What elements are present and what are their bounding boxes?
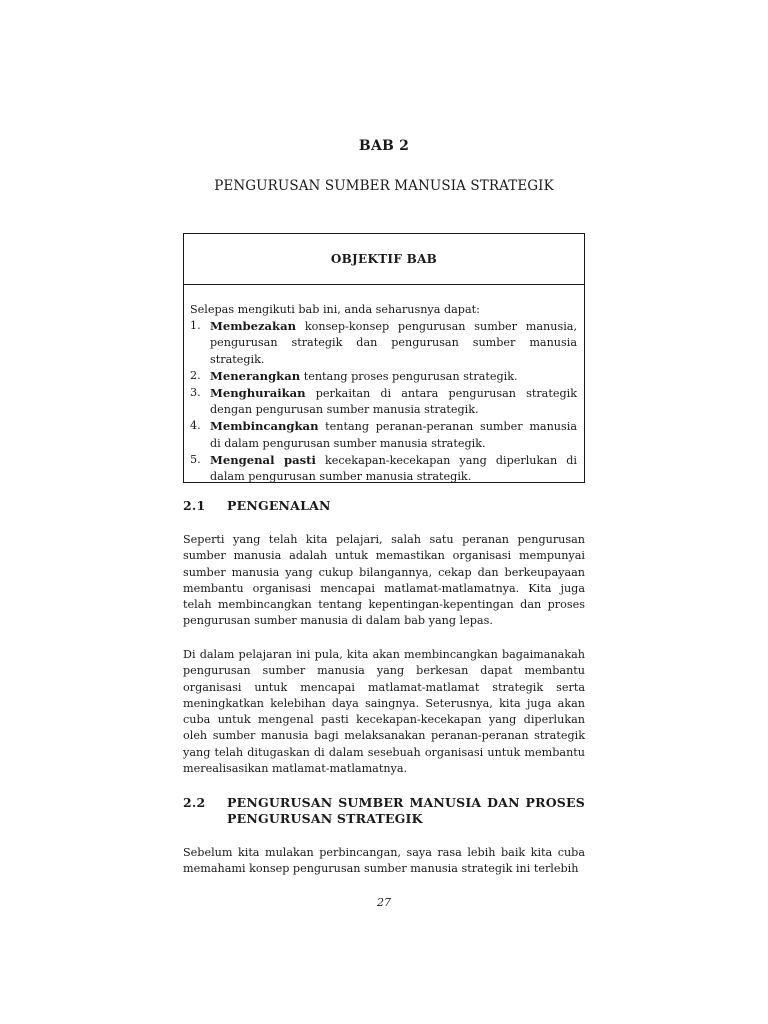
objective-rest: perkaitan di antara pengurusan strategik dengan pengurusan sumber manusia strategik. <box>210 387 577 417</box>
objective-item <box>190 385 577 418</box>
objective-verb: Membincangkan <box>210 419 319 434</box>
objective-text <box>210 318 577 368</box>
chapter-number: BAB 2 <box>358 138 410 154</box>
objective-rest: konsep-konsep pengurusan sumber manusia, pengurusan strategik dan pengurusan sumber manusia strategik. <box>210 320 577 366</box>
objective-verb: Menerangkan <box>210 368 301 383</box>
objective-verb: Membezakan <box>210 319 297 334</box>
objective-text <box>210 385 577 418</box>
objective-number: 5. <box>190 452 201 466</box>
objective-verb: Mengenal pasti <box>210 452 316 467</box>
objective-text <box>210 368 577 385</box>
objective-text <box>210 418 577 451</box>
objective-rest: tentang proses pengurusan strategik. <box>300 369 518 383</box>
objectives-heading: OBJEKTIF BAB <box>184 234 584 285</box>
chapter-title: PENGURUSAN SUMBER MANUSIA STRATEGIK <box>214 178 554 194</box>
section-heading-2-2 <box>183 795 585 827</box>
objective-number: 3. <box>190 386 201 400</box>
paragraph-introduction-1: Seperti yang telah kita pelajari, salah satu peranan pengurusan sumber manusia adalah untuk memastikan organisasi mempunyai sumber manusia yang cukup bilangannya, cekap dan berkeupayaan membantu organisasi mencapai matlamat-matlamatnya. Kita juga telah membincangkan tentang kepentingan-kepentingan dan proses pengurusan sumber manusia di dalam bab yang lepas. <box>183 533 585 628</box>
section-number: 2.2 <box>183 795 206 810</box>
section-heading-2-1 <box>183 498 585 514</box>
objective-number: 1. <box>190 319 201 333</box>
objective-item <box>190 318 577 368</box>
objective-number: 4. <box>190 419 201 433</box>
objective-number: 2. <box>190 368 201 382</box>
section-title: PENGENALAN <box>227 498 331 513</box>
objective-rest: tentang peranan-peranan sumber manusia di dalam pengurusan sumber manusia strategik. <box>210 420 577 450</box>
paragraph-introduction-2: Di dalam pelajaran ini pula, kita akan membincangkan bagaimanakah pengurusan sumber manusia yang berkesan dapat membantu organisasi untuk mencapai matlamat-matlamat strategik serta meningkatkan kelebihan daya saingnya. Seterusnya, kita juga akan cuba untuk mengenal pasti kecekapan-kecekapan yang diperlukan oleh sumber manusia bagi melaksanakan peranan-peranan strategik yang telah ditugaskan di dalam sesebuah organisasi untuk membantu merealisasikan matlamat-matlamatnya. <box>183 648 585 776</box>
objective-item <box>190 452 577 485</box>
section-title: PENGURUSAN SUMBER MANUSIA DAN PROSES PENGURUSAN STRATEGIK <box>227 795 585 826</box>
objectives-list <box>190 318 577 485</box>
section-number: 2.1 <box>183 498 206 513</box>
page-number: 27 <box>377 896 391 909</box>
objective-rest: kecekapan-kecekapan yang diperlukan di dalam pengurusan sumber manusia strategik. <box>210 453 577 484</box>
objectives-intro: Selepas mengikuti bab ini, anda seharusnya dapat: <box>190 303 480 316</box>
objectives-body <box>184 285 584 485</box>
objective-item <box>190 368 577 385</box>
objectives-box <box>183 233 585 483</box>
objective-text <box>210 452 577 485</box>
paragraph-section-2-2: Sebelum kita mulakan perbincangan, saya rasa lebih baik kita cuba memahami konsep pengurusan sumber manusia strategik ini terlebih <box>183 846 585 876</box>
objective-item <box>190 418 577 451</box>
objective-verb: Menghuraikan <box>210 386 306 401</box>
